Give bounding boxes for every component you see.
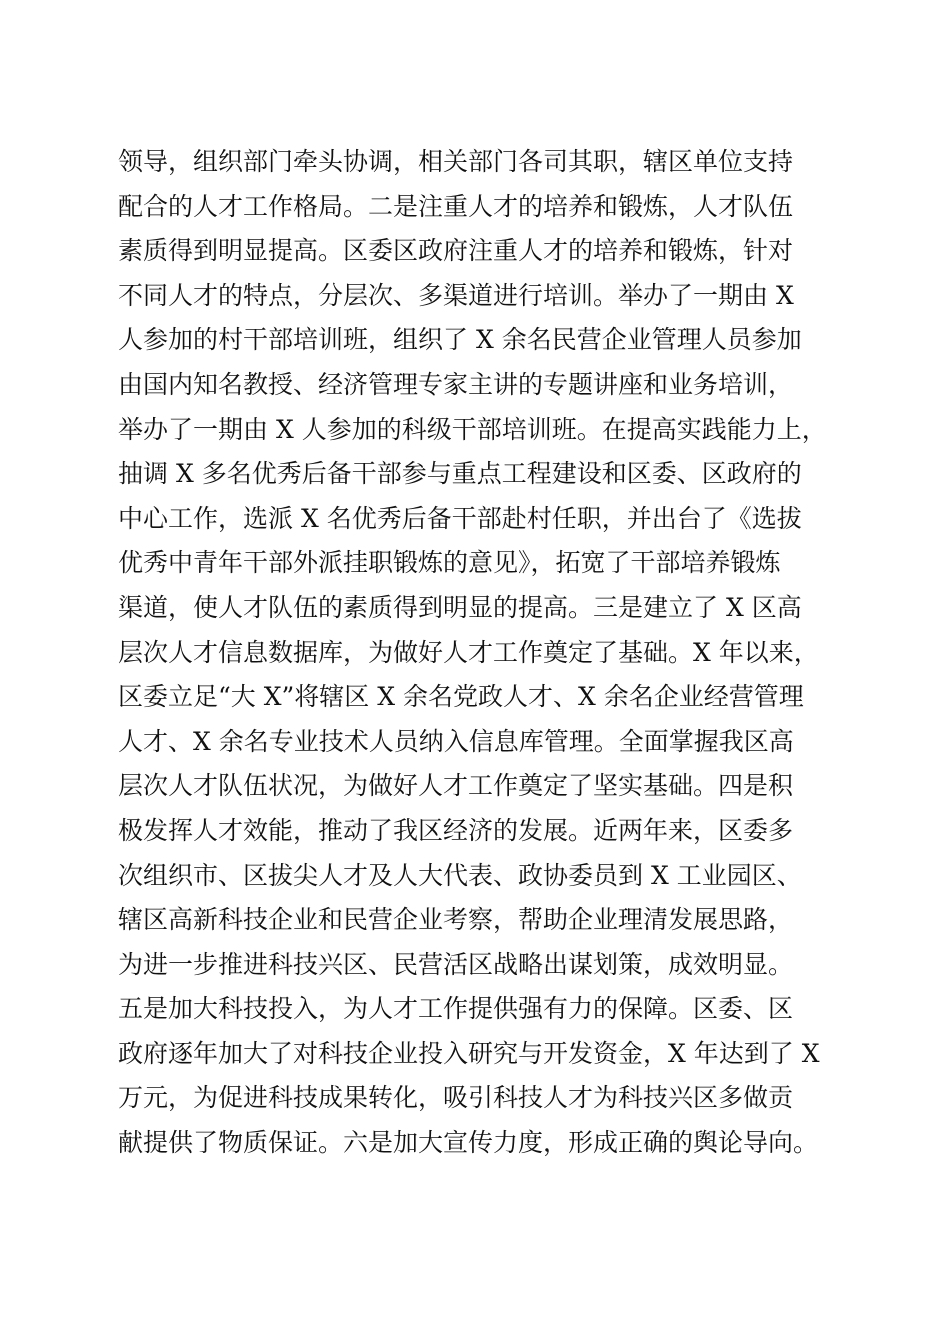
text-line-21: 政府逐年加大了对科技企业投入研究与开发资金，X 年达到了 X: [118, 1038, 820, 1068]
text-line-8: 抽调 X 多名优秀后备干部参与重点工程建设和区委、区政府的: [118, 459, 802, 489]
text-line-5: 人参加的村干部培训班，组织了 X 余名民营企业管理人员参加: [118, 325, 802, 355]
text-line-12: 层次人才信息数据库，为做好人才工作奠定了基础。X 年以来，: [118, 637, 819, 667]
text-line-1: 领导，组织部门牵头协调，相关部门各司其职，辖区单位支持: [118, 147, 794, 176]
text-line-23: 献提供了物质保证。六是加大宣传力度，形成正确的舆论导向。: [118, 1128, 819, 1158]
text-line-22: 万元，为促进科技成果转化，吸引科技人才为科技兴区多做贡: [118, 1083, 794, 1113]
text-line-13: 区委立足“大 X”将辖区 X 余名党政人才、X 余名企业经营管理: [118, 682, 804, 712]
text-line-17: 次组织市、区拔尖人才及人大代表、政协委员到 X 工业园区、: [118, 860, 802, 890]
text-line-14: 人才、X 余名专业技术人员纳入信息库管理。全面掌握我区高: [118, 726, 794, 756]
text-line-6: 由国内知名教授、经济管理专家主讲的专题讲座和业务培训，: [118, 369, 794, 399]
text-line-2: 配合的人才工作格局。二是注重人才的培养和锻炼，人才队伍: [118, 191, 794, 221]
text-line-9: 中心工作，选派 X 名优秀后备干部赴村任职，并出台了《选拔: [118, 503, 802, 533]
text-line-19: 为进一步推进科技兴区、民营活区战略出谋划策，成效明显。: [118, 949, 794, 979]
text-line-16: 极发挥人才效能，推动了我区经济的发展。近两年来，区委多: [118, 815, 794, 845]
text-line-20: 五是加大科技投入，为人才工作提供强有力的保障。区委、区: [118, 994, 794, 1024]
text-line-18: 辖区高新科技企业和民营企业考察，帮助企业理清发展思路，: [118, 905, 794, 935]
text-line-15: 层次人才队伍状况，为做好人才工作奠定了坚实基础。四是积: [118, 771, 794, 801]
text-line-4: 不同人才的特点，分层次、多渠道进行培训。举办了一期由 X: [118, 280, 794, 310]
body-paragraph: [118, 140, 838, 1166]
text-line-10: 优秀中青年干部外派挂职锻炼的意见》，拓宽了干部培养锻炼: [118, 548, 781, 578]
text-line-7: 举办了一期由 X 人参加的科级干部培训班。在提高实践能力上，: [118, 414, 827, 444]
text-line-11: 渠道，使人才队伍的素质得到明显的提高。三是建立了 X 区高: [118, 592, 802, 622]
text-line-3: 素质得到明显提高。区委区政府注重人才的培养和锻炼，针对: [118, 236, 794, 266]
